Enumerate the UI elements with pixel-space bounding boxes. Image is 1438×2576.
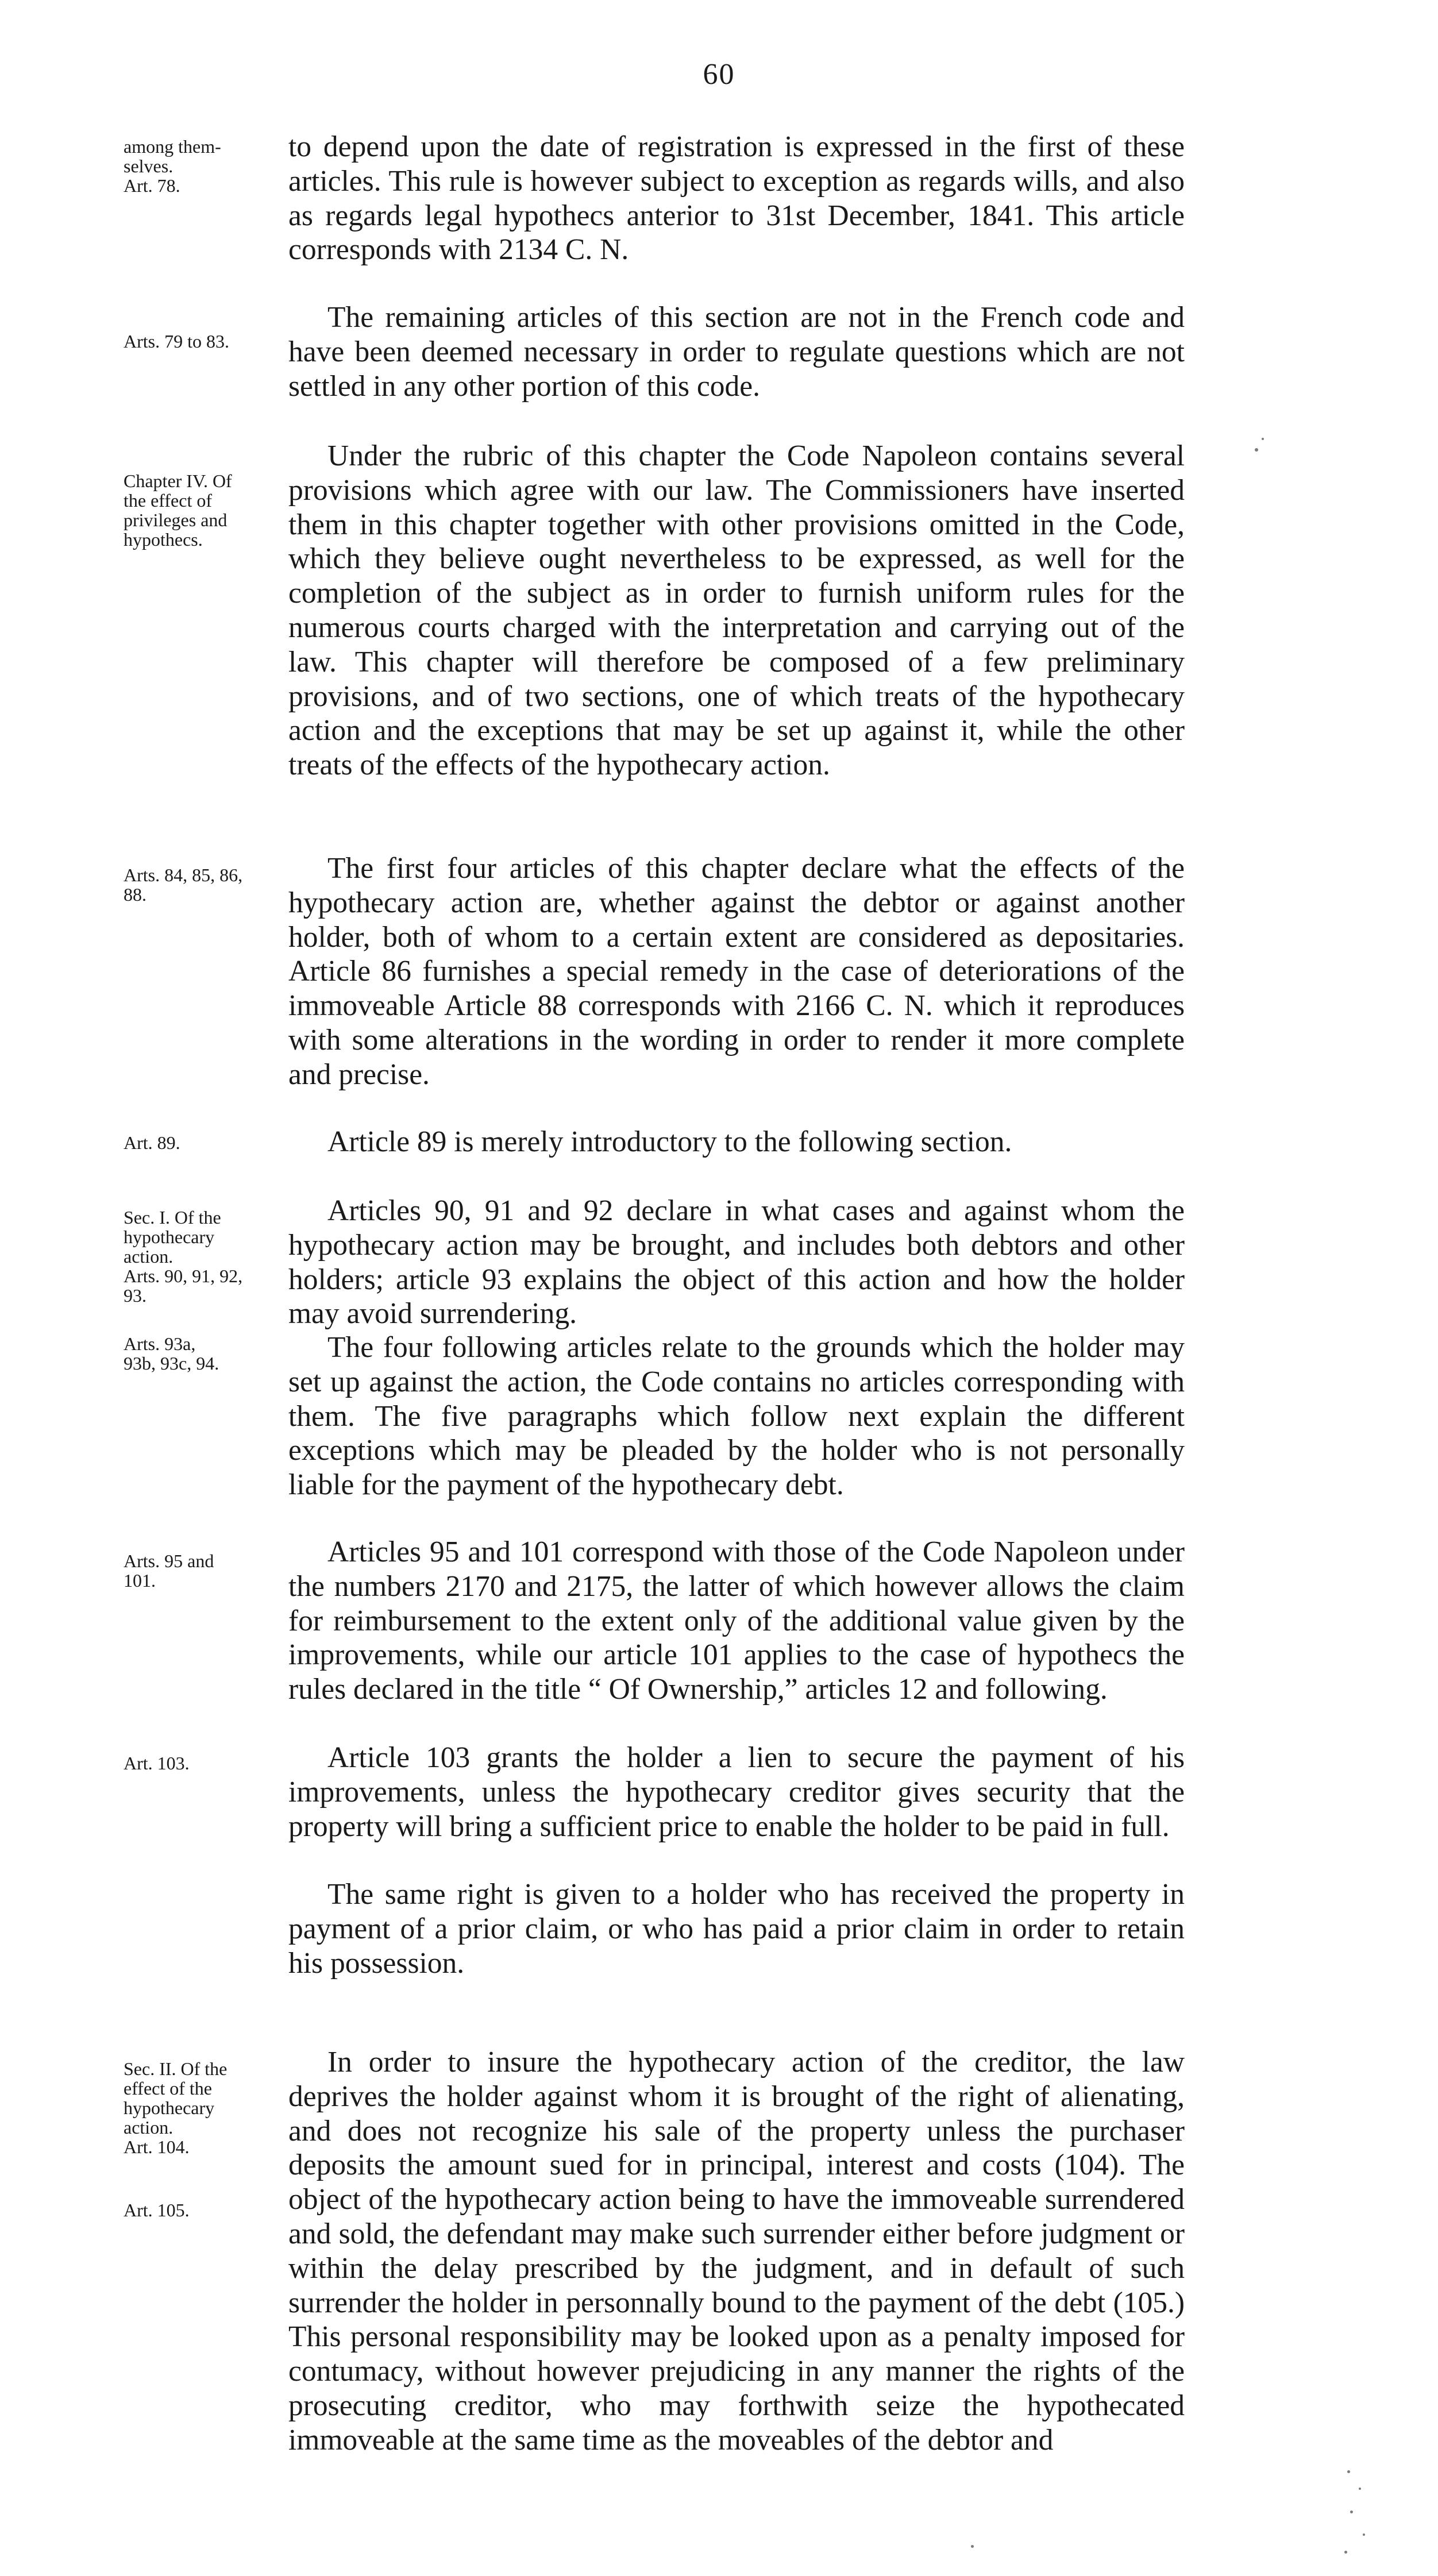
paragraph-art-103: Article 103 grants the holder a lien to secure the payment of his improvements, unless the hypothecary creditor gives security that the property will bring a sufficient price to enable the holder to be paid in full. <box>288 1741 1185 1843</box>
margin-note-text: among them- selves. Art. 78. <box>124 136 221 196</box>
margin-note-arts-95-101 <box>124 1551 290 1590</box>
margin-note-chapter-4 <box>124 471 290 549</box>
margin-note-art-105 <box>124 2200 290 2220</box>
print-speck <box>971 2545 974 2548</box>
margin-note-arts-84-88 <box>124 865 290 904</box>
margin-note-text: Arts. 84, 85, 86, 88. <box>124 865 243 905</box>
print-speck <box>1350 2511 1353 2513</box>
margin-note-arts-79-83 <box>124 331 290 351</box>
margin-note-art-89 <box>124 1133 290 1152</box>
print-speck <box>1359 2488 1361 2490</box>
margin-note-art-78 <box>124 137 290 195</box>
margin-note-text: Chapter IV. Of the effect of privileges and hypothecs. <box>124 471 232 550</box>
margin-note-text: Art. 103. <box>124 1753 190 1773</box>
margin-note-text: Arts. 79 to 83. <box>124 331 229 352</box>
paragraph-sec-1: Articles 90, 91 and 92 declare in what cases and against whom the hypothecary action may be brought, and includes both debtors and other holders; article 93 explains the object of this action and how the holder may avoid surrendering. <box>288 1194 1185 1331</box>
paragraph-art-89: Article 89 is merely introductory to the following section. <box>327 1125 1012 1158</box>
margin-note-text: Arts. 93a, 93b, 93c, 94. <box>124 1333 219 1374</box>
margin-note-text: Sec. I. Of the hypothecary action. Arts. 90, 91, 92, 93. <box>124 1207 243 1306</box>
print-speck <box>1255 448 1258 452</box>
margin-note-text: Sec. II. Of the effect of the hypothecary action. Art. 104. <box>124 2058 228 2157</box>
paragraph-sec-2: In order to insure the hypothecary action of the creditor, the law deprives the holder against whom it is brought of the right of alienating, and does not recognize his sale of the property unless the purchaser deposits the amount sued for in principal, interest and costs (104). The object of the hypothecary action being to have the immoveable surrendered and sold, the defendant may make such surrender either before judgment or within the delay prescribed by the judgment, and in default of such surrender the holder in personnally bound to the payment of the debt (105.) This personal responsibility may be looked upon as a penalty imposed for contumacy, without however prejudicing in any manner the rights of the prosecuting creditor, who may forthwith seize the hypothecated immoveable at the same time as the moveables of the debtor and <box>288 2046 1185 2457</box>
margin-note-arts-93a <box>124 1334 290 1373</box>
paragraph-arts-95-101: Articles 95 and 101 correspond with those of the Code Napoleon under the numbers 2170 and 2175, the latter of which however allows the claim for reimbursement to the extent only of the additional value given by the improvements, while our article 101 applies to the case of hypothecs the rules declared in the title “ Of Ownership,” articles 12 and following. <box>288 1536 1185 1706</box>
print-speck <box>1347 2470 1350 2473</box>
margin-note-text: Arts. 95 and 101. <box>124 1551 214 1591</box>
paragraph-art-78: to depend upon the date of registration is expressed in the first of these articles. This rule is however subject to exception as regards wills, and also as regards legal hypothecs anterior to 31st December, 1841. This article corresponds with 2134 C. N. <box>288 130 1185 267</box>
paragraph-same-right: The same right is given to a holder who has received the property in payment of a prior claim, or who has paid a prior claim in order to retain his possession. <box>288 1878 1185 1980</box>
paragraph-chapter-4: Under the rubric of this chapter the Code Napoleon contains several provisions which agree with our law. The Commissioners have inserted them in this chapter together with other provisions omitted in the Code, which they believe ought nevertheless to be expressed, as well for the completion of the subject as in order to furnish uniform rules for the numerous courts charged with the interpretation and carrying out of the law. This chapter will therefore be composed of a few preliminary provisions, and of two sections, one of which treats of the hypothecary action and the exceptions that may be set up against it, while the other treats of the effects of the hypothecary action. <box>288 439 1185 782</box>
margin-note-art-103 <box>124 1753 290 1773</box>
margin-note-text: Art. 105. <box>124 2200 190 2220</box>
margin-note-sec-1 <box>124 1208 290 1305</box>
page-number: 60 <box>703 58 735 91</box>
margin-note-sec-2 <box>124 2059 290 2157</box>
margin-note-text: Art. 89. <box>124 1132 180 1153</box>
paragraph-arts-84-88: The first four articles of this chapter declare what the effects of the hypothecary action are, whether against the debtor or against another holder, both of whom to a certain extent are considered as depositaries. Article 86 furnishes a special remedy in the case of deteriorations of the immoveable Article 88 corresponds with 2166 C. N. which it reproduces with some alterations in the wording in order to render it more complete and precise. <box>288 852 1185 1091</box>
paragraph-arts-79-83: The remaining articles of this section are not in the French code and have been deemed necessary in order to regulate questions which are not settled in any other portion of this code. <box>288 301 1185 403</box>
print-speck <box>1363 2533 1365 2536</box>
print-speck <box>1344 2551 1347 2554</box>
print-speck <box>1262 438 1264 440</box>
paragraph-arts-93a: The four following articles relate to the grounds which the holder may set up against the action, the Code contains no articles corresponding with them. The five paragraphs which follow next explain the different exceptions which may be pleaded by the holder who is not personally liable for the payment of the hypothecary debt. <box>288 1331 1185 1502</box>
